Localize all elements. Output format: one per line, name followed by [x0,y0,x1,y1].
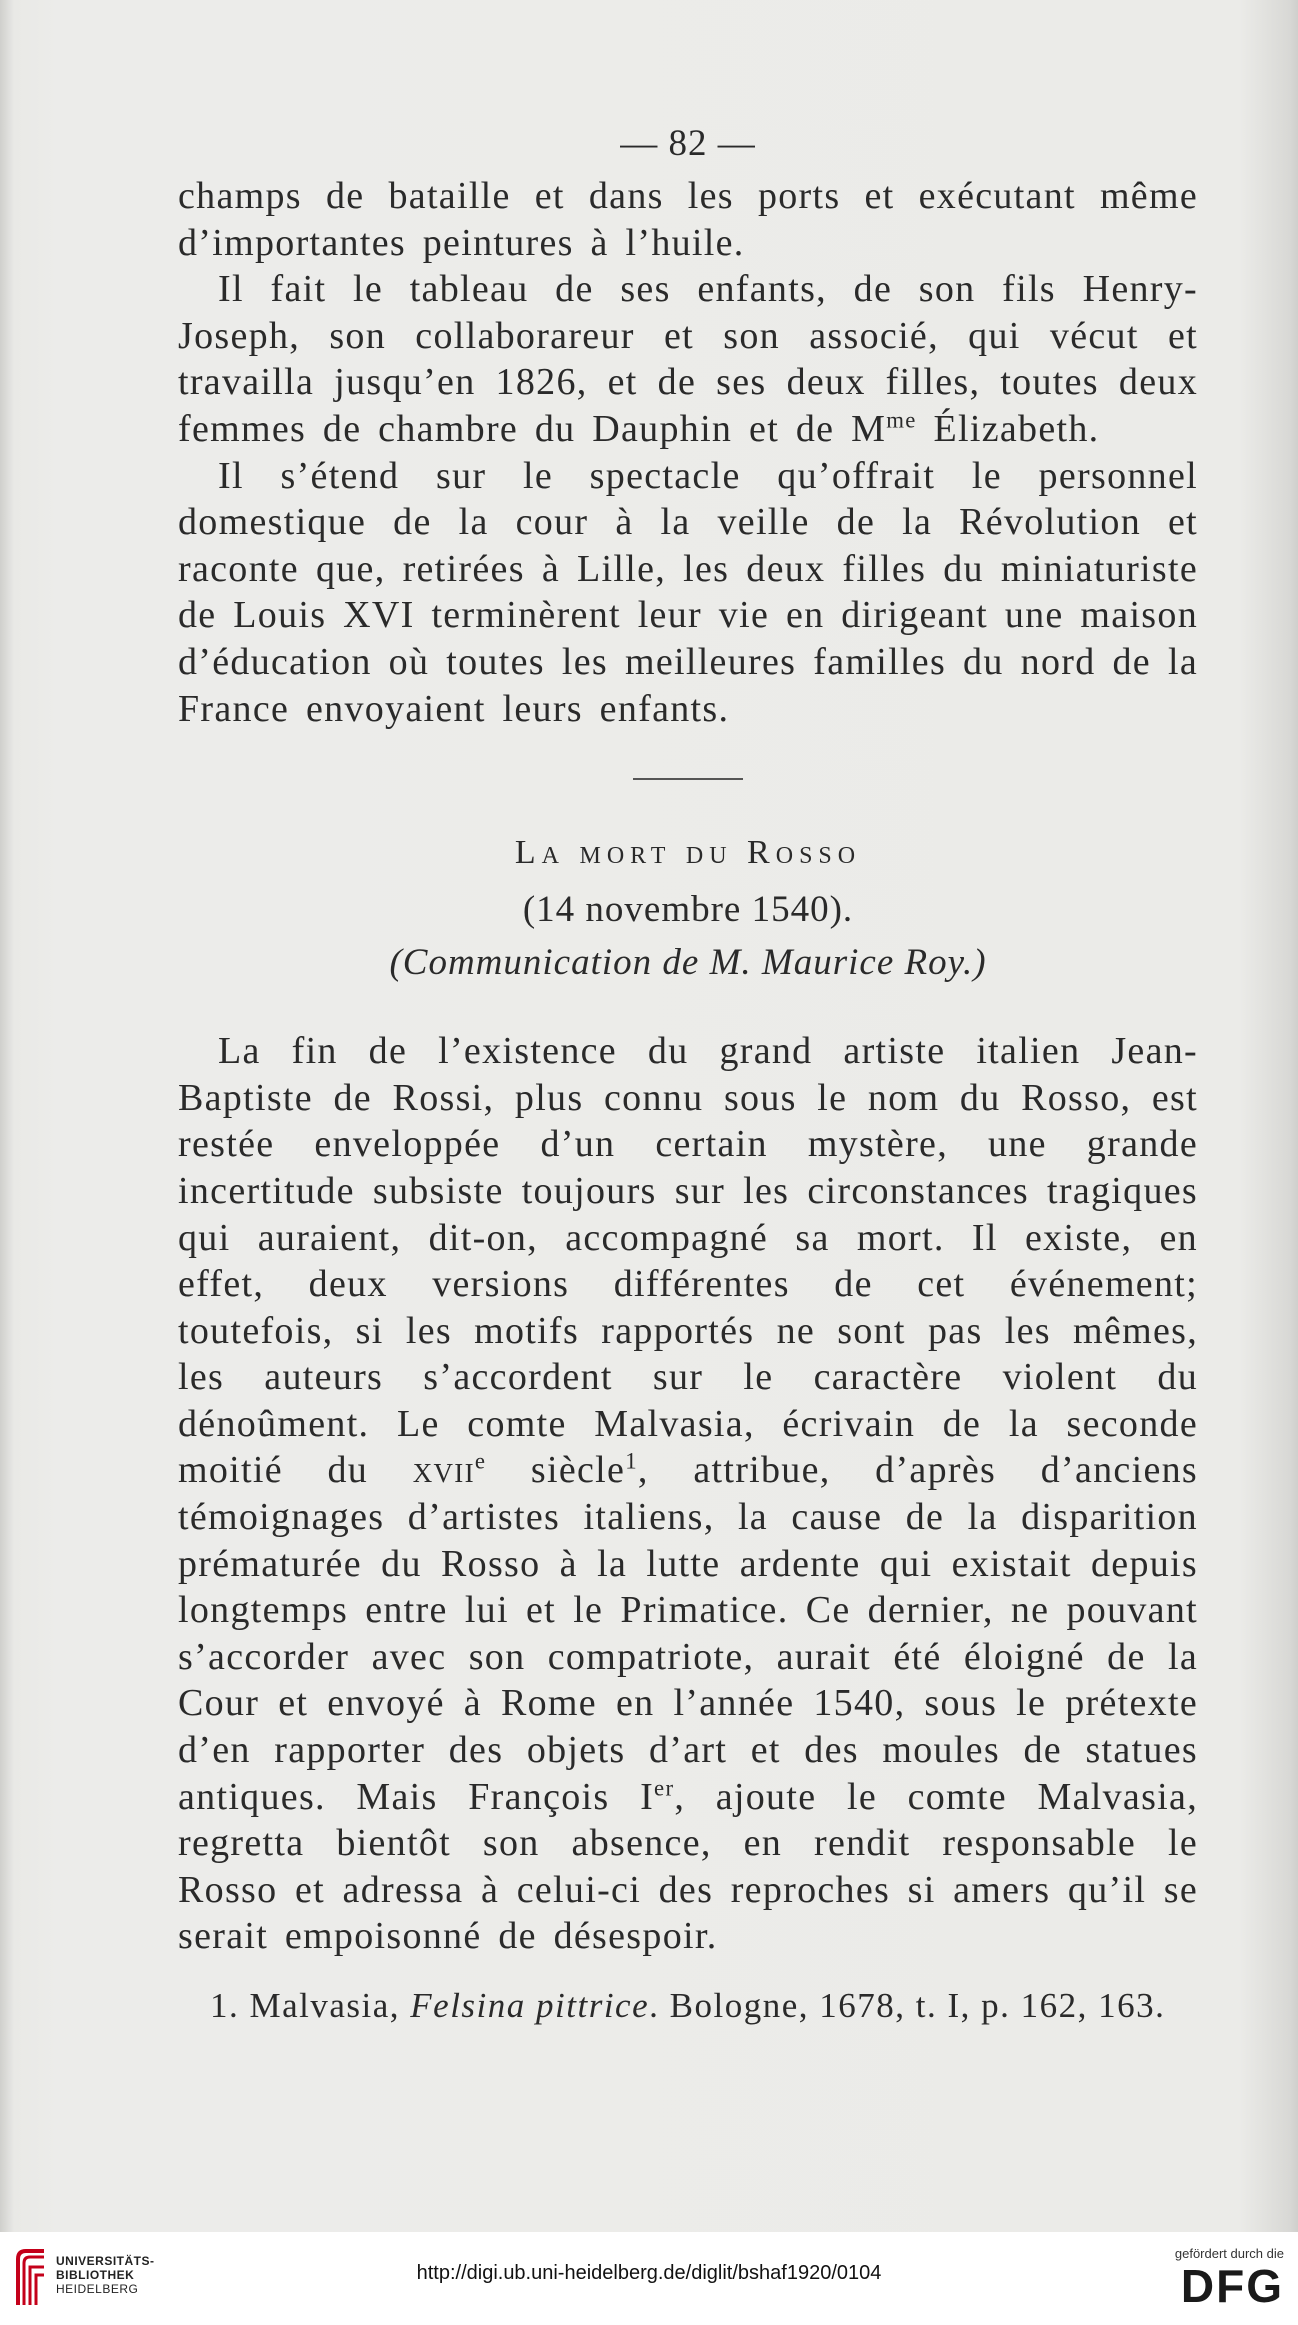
library-name-line-2: BIBLIOTHEK [56,2268,135,2282]
century-superscript: e [474,1448,487,1474]
paragraph-4-part-a: La fin de l’existence du grand artiste italien Jean-Baptiste de Rossi, plus connu sous le nom du Rosso, est restée enveloppée d’un certain mystère, une grande incertitude subsiste toujours sur les circonstances tragiques qui auraient, dit-on, accompagné sa mort. Il existe, en effet, deux versions différentes de cet événement; toutefois, si les motifs rapportés ne sont pas les mêmes, les auteurs s’accordent sur le caractère violent du dénoûment. Le comte Malvasia, écrivain de la seconde moitié du [178,1030,1198,1492]
section-title: La mort du Rosso [514,834,862,872]
century-numeral: xvii [412,1449,475,1492]
footnote [210,1986,1198,2026]
paragraph-4-part-c: , attribue, d’après d’anciens témoignages d’artistes italiens, la cause de la disparition prématurée du Rosso à la lutte ardente qui existait depuis longtemps entre lui et le Primatice. Ce dernier, ne pouvant s’accorder avec son compatriote, aurait été éloigné de la Cour et envoyé à Rome en l’année 1540, sous le prétexte d’en rapporter des objets d’art et des moules de statues antiques. Mais François I [178,1449,1198,1818]
page-content [178,122,1198,2026]
footnote-title: Felsina pittrice [410,1986,650,2025]
page-number: — 82 — [620,123,756,164]
footnote-reference: 1 [625,1448,638,1474]
footnote-author: Malvasia, [249,1986,411,2025]
paragraph-4-part-b: siècle [486,1449,626,1492]
footer-bar [0,2232,1298,2325]
paragraph-2-end: Élizabeth. [916,407,1100,450]
section-communication: (Communication de M. Maurice Roy.) [389,942,987,984]
francois-superscript: er [654,1774,675,1800]
paragraph-4-part-d: , ajoute le comte Malvasia, regretta bientôt son absence, en rendit responsable le Rosso et adressa à celui-ci des reproches si amers qu’il se serait empoisonné de désespoir. [178,1775,1199,1958]
paragraph-2-text: Il fait le tableau de ses enfants, de son fils Henry-Joseph, son collaborareur et son associé, qui vécut et travailla jusqu’en 1826, et de ses deux filles, toutes deux femmes de chambre du Dauphin et de M [178,268,1198,450]
library-name-line-3: HEIDELBERG [56,2282,139,2296]
funded-by-caption: gefördert durch die [1174,2246,1284,2261]
paragraph-2 [178,266,1198,452]
dfg-badge [1134,2246,1284,2312]
footnote-number: 1. [210,1986,250,2025]
paragraph-4 [178,1028,1198,1960]
paragraph-3: Il s’étend sur le spectacle qu’offrait le personnel domestique de la cour à la veille de la Révolution et raconte que, retirées à Lille, les deux filles du miniaturiste de Louis XVI terminèrent leur vie en dirigeant une maison d’éducation où toutes les meilleures familles du nord de la France envoyaient leurs enfants. [178,454,1198,730]
paragraph-2-superscript: me [886,407,917,433]
footnote-rest: . Bologne, 1678, t. I, p. 162, 163. [649,1986,1166,2025]
library-name-line-1: UNIVERSITÄTS- [56,2254,155,2268]
paragraph-1: champs de bataille et dans les ports et exécutant même d’importantes peintures à l’huile. [178,175,1198,264]
section-divider [633,778,743,780]
permalink-link[interactable]: http://digi.ub.uni-heidelberg.de/diglit/bshaf1920/0104 [416,2262,882,2284]
section-date: (14 novembre 1540). [522,889,854,931]
dfg-logo: DFG [1180,2260,1284,2312]
